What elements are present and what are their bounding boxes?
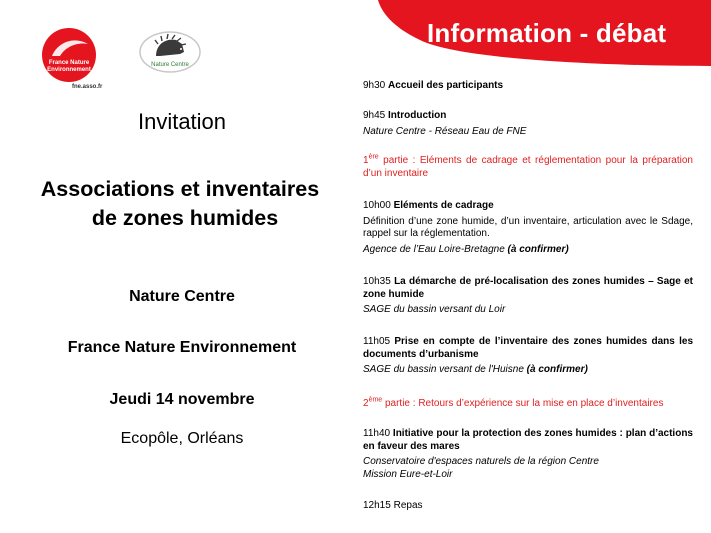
organizer-fne: France Nature Environnement — [67, 339, 297, 356]
part-title: partie : Retours d’expérience sur la mise en place d’inventaires — [382, 398, 664, 409]
event-title-line2: de zones humides — [91, 206, 279, 230]
agenda-time: 10h35 — [363, 276, 391, 287]
agenda-label: Prise en compte de l’inventaire des zones humides dans les documents d’urbanisme — [363, 336, 694, 360]
agenda-speaker: SAGE du bassin versant de l'Huisne — [363, 364, 524, 375]
header-title: Information - débat — [427, 18, 667, 48]
agenda-note: (à confirmer) — [526, 364, 588, 375]
event-title — [10, 175, 350, 233]
agenda-note: (à confirmer) — [507, 243, 569, 255]
agenda-label: La démarche de pré-localisation des zones humides – Sage et zone humide — [363, 276, 693, 300]
agenda-label: Repas — [393, 500, 423, 511]
fne-logo-url: fne.asso.fr — [72, 84, 103, 90]
part-number: 2 — [363, 398, 369, 409]
agenda-time: 9h30 — [363, 80, 386, 91]
organizer-nature-centre: Nature Centre — [129, 288, 235, 305]
part-ordinal: ère — [368, 153, 379, 161]
agenda-speaker: Nature Centre - Réseau Eau de FNE — [363, 125, 527, 137]
agenda-time: 11h05 — [363, 336, 391, 347]
agenda-label: Eléments de cadrage — [393, 200, 494, 211]
agenda-part-1 — [363, 155, 693, 180]
event-date: Jeudi 14 novembre — [109, 391, 255, 408]
event-title-line1: Associations et inventaires — [40, 177, 320, 201]
agenda-item-accueil — [363, 80, 693, 93]
fne-logo-line2: Environnement — [47, 67, 91, 73]
invitation-label: Invitation — [137, 109, 227, 134]
agenda-label: Initiative pour la protection des zones humides : plan d’actions en faveur des mares — [363, 428, 693, 452]
agenda-speaker-2: Mission Eure-et-Loir — [363, 468, 453, 480]
fne-logo-line1: France Nature — [48, 60, 90, 66]
agenda-label: Accueil des participants — [388, 80, 504, 91]
agenda-time: 9h45 — [363, 110, 386, 121]
agenda-label: Introduction — [388, 110, 447, 121]
agenda-item-urbanisme — [363, 336, 693, 377]
agenda-time: 10h00 — [363, 200, 391, 211]
agenda-item-repas — [363, 500, 693, 513]
agenda-speaker: Agence de l’Eau Loire-Bretagne — [363, 243, 505, 255]
agenda-item-prelocalisation — [363, 276, 693, 317]
agenda-item-cadrage — [363, 200, 693, 256]
agenda-item-intro — [363, 110, 693, 138]
part-number: 1 — [363, 155, 369, 166]
agenda-time: 11h40 — [363, 428, 391, 439]
part-title: partie : Eléments de cadrage et réglementation pour la préparation d’un inventaire — [363, 155, 693, 179]
agenda-speaker: SAGE du bassin versant du Loir — [363, 304, 506, 315]
agenda-time: 12h15 — [363, 500, 391, 511]
agenda-part-2 — [363, 398, 693, 411]
agenda-description: Définition d’une zone humide, d’un inventaire, articulation avec le Sdage, rappel sur la réglementation. — [363, 215, 693, 239]
agenda-item-initiative — [363, 428, 693, 481]
nature-centre-logo-text: Nature Centre — [151, 62, 189, 68]
part-ordinal: ème — [368, 396, 383, 404]
agenda-speaker: Conservatoire d'espaces naturels de la région Centre — [363, 456, 599, 467]
event-place: Ecopôle, Orléans — [120, 430, 244, 447]
